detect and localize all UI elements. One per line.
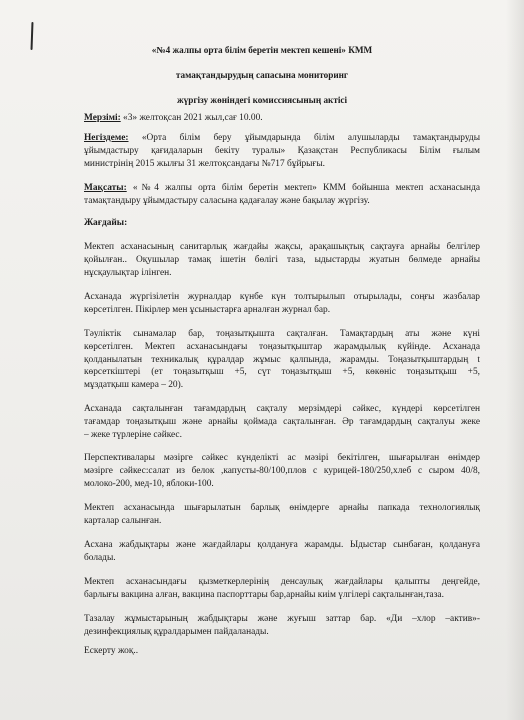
date-value: «3» желтоқсан 2021 жыл,сағ 10.00. xyxy=(120,113,263,123)
paragraph-line: Перспективалары мәзірге сәйкес күнделікті ас мәзірі бекітілген, шығарылған өнімдер xyxy=(84,453,480,463)
date-line xyxy=(84,112,480,125)
paragraph-staff-health xyxy=(84,576,480,602)
paragraph-line: Мектеп асханасының санитарлық жағдайы жақсы, арақашықтық сақтауға арнайы белгілер xyxy=(84,242,480,252)
paragraph-line: Асханада сақталынған тағамдардың сақталу мерзімдері сәйкес, күндері көрсетілген xyxy=(84,404,480,414)
paragraph-line: дезинфекциялық құралдарымен пайдаланады. xyxy=(84,626,269,637)
paragraph-line: Тәуліктік сынамалар бар, тоңазытқышта сақталған. Тамақтардың аты және күні xyxy=(84,329,480,339)
paragraph-tech-cards xyxy=(84,502,480,528)
paragraph-sanitary xyxy=(84,241,480,279)
doc-heading-line-3: жүргізу жөніндегі комиссиясының актісі xyxy=(176,95,348,105)
paragraph-line: қойылған.. Оқушылар тамақ ішетін бөлігі таза, ыдыстарды жуатын бөлмеде арнайы xyxy=(84,254,480,265)
paragraph-line: Асхана жабдықтары және жағдайлары қолдануға жарамды. Ыдыстар сынбаған, қолдануға xyxy=(84,540,480,550)
paragraph-line: көрсетілген. Пікірлер мен ұсыныстарға арналған журнал бар. xyxy=(84,304,331,315)
paragraph-line: карталар салынған. xyxy=(84,515,162,526)
doc-heading-line-1: «№4 жалпы орта білім беретін мектеп кешені» КММ xyxy=(151,45,373,55)
paragraph-line: мәзірге сәйкес:салат из белок ,капусты-80/100,плов с курицей-180/250,хлеб с сыром 40/8, xyxy=(84,465,480,476)
paragraph-line: Ескерту жоқ.. xyxy=(84,646,139,656)
paragraph-menu xyxy=(84,452,480,490)
paragraph-samples xyxy=(84,328,480,392)
paragraph-line: Асханада жүргізілетін журналдар күнбе күн толтырылып отырылады, соңғы жазбалар xyxy=(84,292,480,302)
paragraph-line: қолданылатын техникалық құралдар жұмыс қалпында, жарамды. Тоңазытқыштардың t xyxy=(84,354,480,365)
goal-text-2: тамақтандыру ұйымдастыру саласына қадағалау және бақылау жүргізу. xyxy=(84,195,370,206)
basis-paragraph xyxy=(84,132,480,170)
basis-text-2: ұйымдастыру қағидаларын бекіту туралы» Қазақстан Республикасы Білім ғылым xyxy=(84,145,480,156)
goal-label: Мақсаты: xyxy=(84,183,127,193)
basis-label: Негіздеме: xyxy=(84,133,129,143)
basis-text-1: «Орта білім беру ұйымдарында білім алушыларды тамақтандыруды xyxy=(128,133,480,143)
paragraph-line: Тазалау жұмыстарының жабдықтары және жуғыш заттар бар. «Ди –хлор –актив»- xyxy=(84,614,480,624)
paragraph-line: тағамдар тоңазытқыш және арнайы қоймада сақталынған. Әр тағамдардың сақталуы жеке xyxy=(84,416,480,427)
paragraph-line: мұздатқыш камера – 20). xyxy=(84,380,184,391)
paragraph-line: көрсеткіштері (ет тоңазытқыш +5, сүт тоңазытқыш +5, көкөніс тоңазытқыш +5, xyxy=(84,367,480,378)
paragraph-line: нұсқаулықтар ілінген. xyxy=(84,267,172,278)
paragraph-line: барлығы вакцина алған, вакцина паспорттары бар,арнайы киім үлгілері сақталынған,таза. xyxy=(84,589,444,600)
status-label: Жағдайы: xyxy=(84,218,128,228)
basis-text-3: министрінің 2015 жылғы 31 желтоқсандағы №717 бұйрығы. xyxy=(84,158,325,169)
paragraph-line: Мектеп асханасындағы қызметкерлерінің денсаулық жағдайлары қалыпты деңгейде, xyxy=(84,577,480,587)
goal-text-1: «№4 жалпы орта білім беретін мектеп» КММ бойынша мектеп асханасында xyxy=(126,183,480,193)
paragraph-line: Мектеп асханасында шығарылатын барлық өнімдерге арнайы папкада технологиялық xyxy=(84,503,480,513)
paragraph-equipment xyxy=(84,539,480,565)
paragraph-remarks xyxy=(84,645,480,658)
status-line xyxy=(84,217,480,230)
paragraph-line: болады. xyxy=(84,552,116,563)
doc-heading-line-2: тамақтандырудың сапасына мониторинг xyxy=(175,70,349,80)
paragraph-line: молоко-200, мед-10, яблоки-100. xyxy=(84,478,214,489)
paragraph-storage xyxy=(84,403,480,441)
paragraph-line: – жеке түрлеріне сәйкес. xyxy=(84,429,182,440)
goal-paragraph xyxy=(84,182,480,208)
paragraph-line: көрсетілген. Мектеп асханасындағы тоңазытқыштар жарамдылық күйінде. Асханада xyxy=(84,341,480,352)
date-label: Мерзімі: xyxy=(84,113,121,123)
paragraph-journals xyxy=(84,291,480,317)
paragraph-cleaning xyxy=(84,613,480,639)
